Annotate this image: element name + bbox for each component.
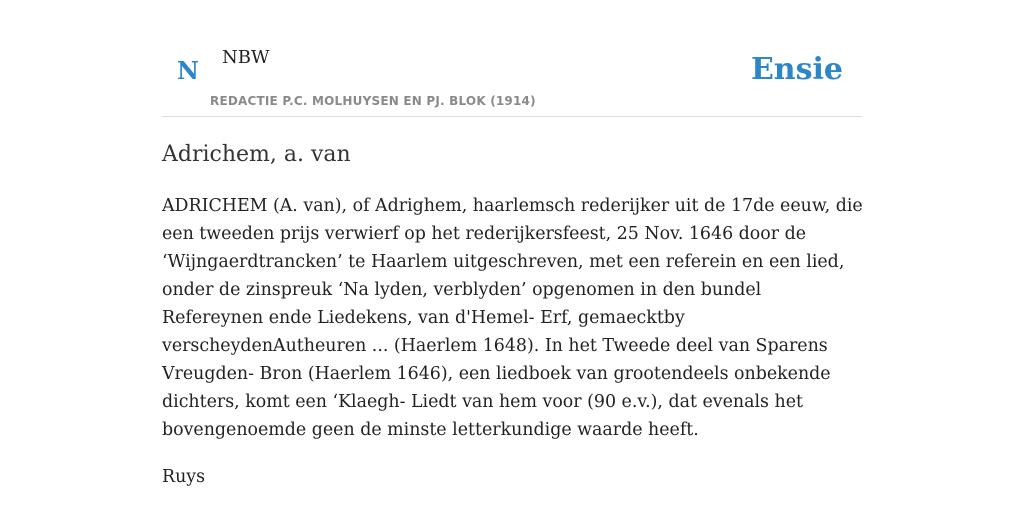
page [162, 0, 863, 487]
source-header [162, 0, 862, 117]
article-author: Ruys [162, 467, 206, 487]
brand-logo-link[interactable]: Ensie [750, 52, 843, 87]
page-title: Adrichem, a. van [162, 142, 351, 167]
source-name[interactable]: NBW [222, 47, 270, 68]
article-body: ADRICHEM (A. van), of Adrighem, haarlemsch rederijker uit de 17de eeuw, die een tweeden prijs verwierf op het rederijkersfeest, 25 Nov. 1646 door de ‘Wijngaerdtrancken’ te Haarlem uitgeschreven, met een referein en een lied, onder de zinspreuk ‘Na lyden, verblyden’ opgenomen in den bundel Refereynen ende Liedekens, van d'Hemel- Erf, gemaecktby verscheydenAutheuren ... (Haerlem 1648). In het Tweede deel van Sparens Vreugden- Bron (Haerlem 1646), een liedboek van grootendeels onbekende dichters, komt een ‘Klaegh- Liedt van hem voor (90 e.v.), dat evenals het bovengenoemde geen de minste letterkundige waarde heeft. [162, 196, 863, 440]
source-logo: N [177, 56, 199, 85]
source-subtitle: REDACTIE P.C. MOLHUYSEN EN PJ. BLOK (1914) [210, 94, 536, 108]
